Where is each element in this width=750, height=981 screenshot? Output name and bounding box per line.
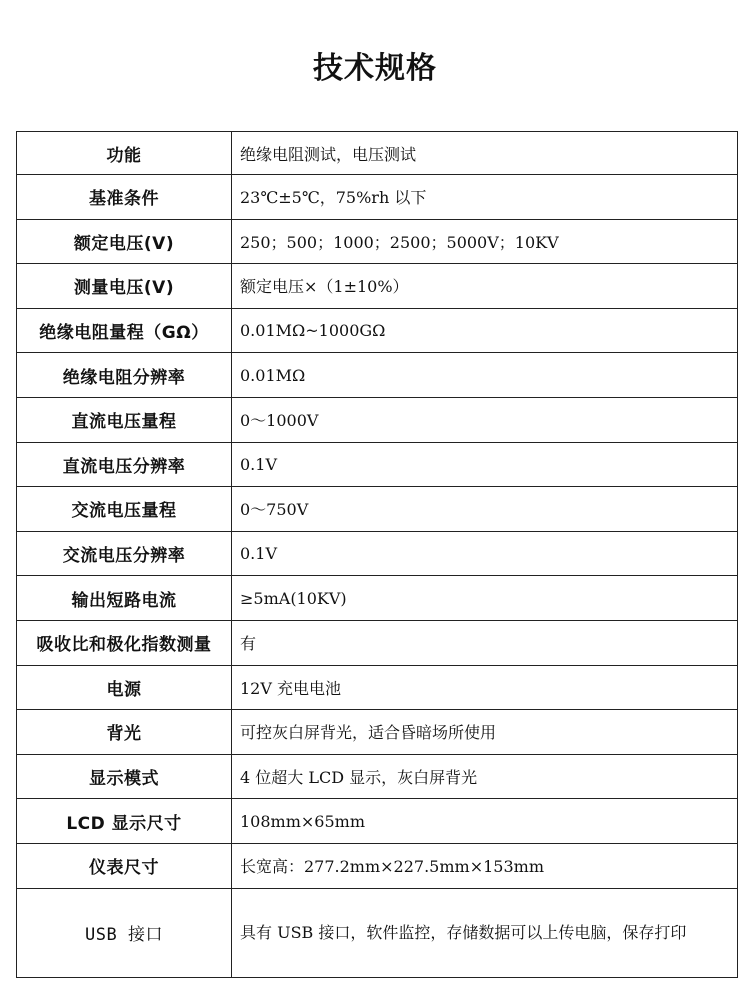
row-value: 108mm×65mm [232,799,738,844]
row-label: 显示模式 [17,754,232,799]
row-value: 0～750V [232,487,738,532]
row-label: 直流电压量程 [17,397,232,442]
table-row [17,442,738,487]
table-row [17,843,738,888]
row-value: 0.1V [232,531,738,576]
row-label: 测量电压(V) [17,264,232,309]
table-row [17,620,738,665]
row-label: 额定电压(V) [17,219,232,264]
row-label: 交流电压分辨率 [17,531,232,576]
row-value: 0.01MΩ~1000GΩ [232,308,738,353]
table-row [17,710,738,755]
row-value: 绝缘电阻测试，电压测试 [232,132,738,175]
row-value: 具有 USB 接口，软件监控，存储数据可以上传电脑，保存打印 [232,888,738,977]
spec-table [16,131,738,978]
row-value: 23℃±5℃，75%rh 以下 [232,175,738,220]
row-value: 0.01MΩ [232,353,738,398]
table-row [17,487,738,532]
table-row [17,888,738,977]
table-row [17,353,738,398]
row-label: 输出短路电流 [17,576,232,621]
row-label: 交流电压量程 [17,487,232,532]
row-label: 功能 [17,132,232,175]
row-label: 绝缘电阻分辨率 [17,353,232,398]
table-row [17,175,738,220]
table-row [17,219,738,264]
row-value: 额定电压×（1±10%） [232,264,738,309]
table-row [17,132,738,175]
row-label: 基准条件 [17,175,232,220]
row-value: 可控灰白屏背光，适合昏暗场所使用 [232,710,738,755]
table-row [17,264,738,309]
table-row [17,308,738,353]
row-value: 4 位超大 LCD 显示，灰白屏背光 [232,754,738,799]
table-row [17,754,738,799]
table-row [17,576,738,621]
table-row [17,397,738,442]
table-row [17,531,738,576]
row-label: 电源 [17,665,232,710]
row-value: 0～1000V [232,397,738,442]
page-title: 技术规格 [313,51,437,86]
row-value: ≥5mA(10KV) [232,576,738,621]
table-row [17,665,738,710]
row-value: 12V 充电电池 [232,665,738,710]
row-label: 仪表尺寸 [17,843,232,888]
table-row [17,799,738,844]
row-label: 绝缘电阻量程（GΩ） [17,308,232,353]
row-label: USB 接口 [17,888,232,977]
row-label: LCD 显示尺寸 [17,799,232,844]
row-value: 有 [232,620,738,665]
row-label: 吸收比和极化指数测量 [17,620,232,665]
row-label: 直流电压分辨率 [17,442,232,487]
row-value: 0.1V [232,442,738,487]
row-value: 长宽高：277.2mm×227.5mm×153mm [232,843,738,888]
row-value: 250；500；1000；2500；5000V；10KV [232,219,738,264]
row-label: 背光 [17,710,232,755]
